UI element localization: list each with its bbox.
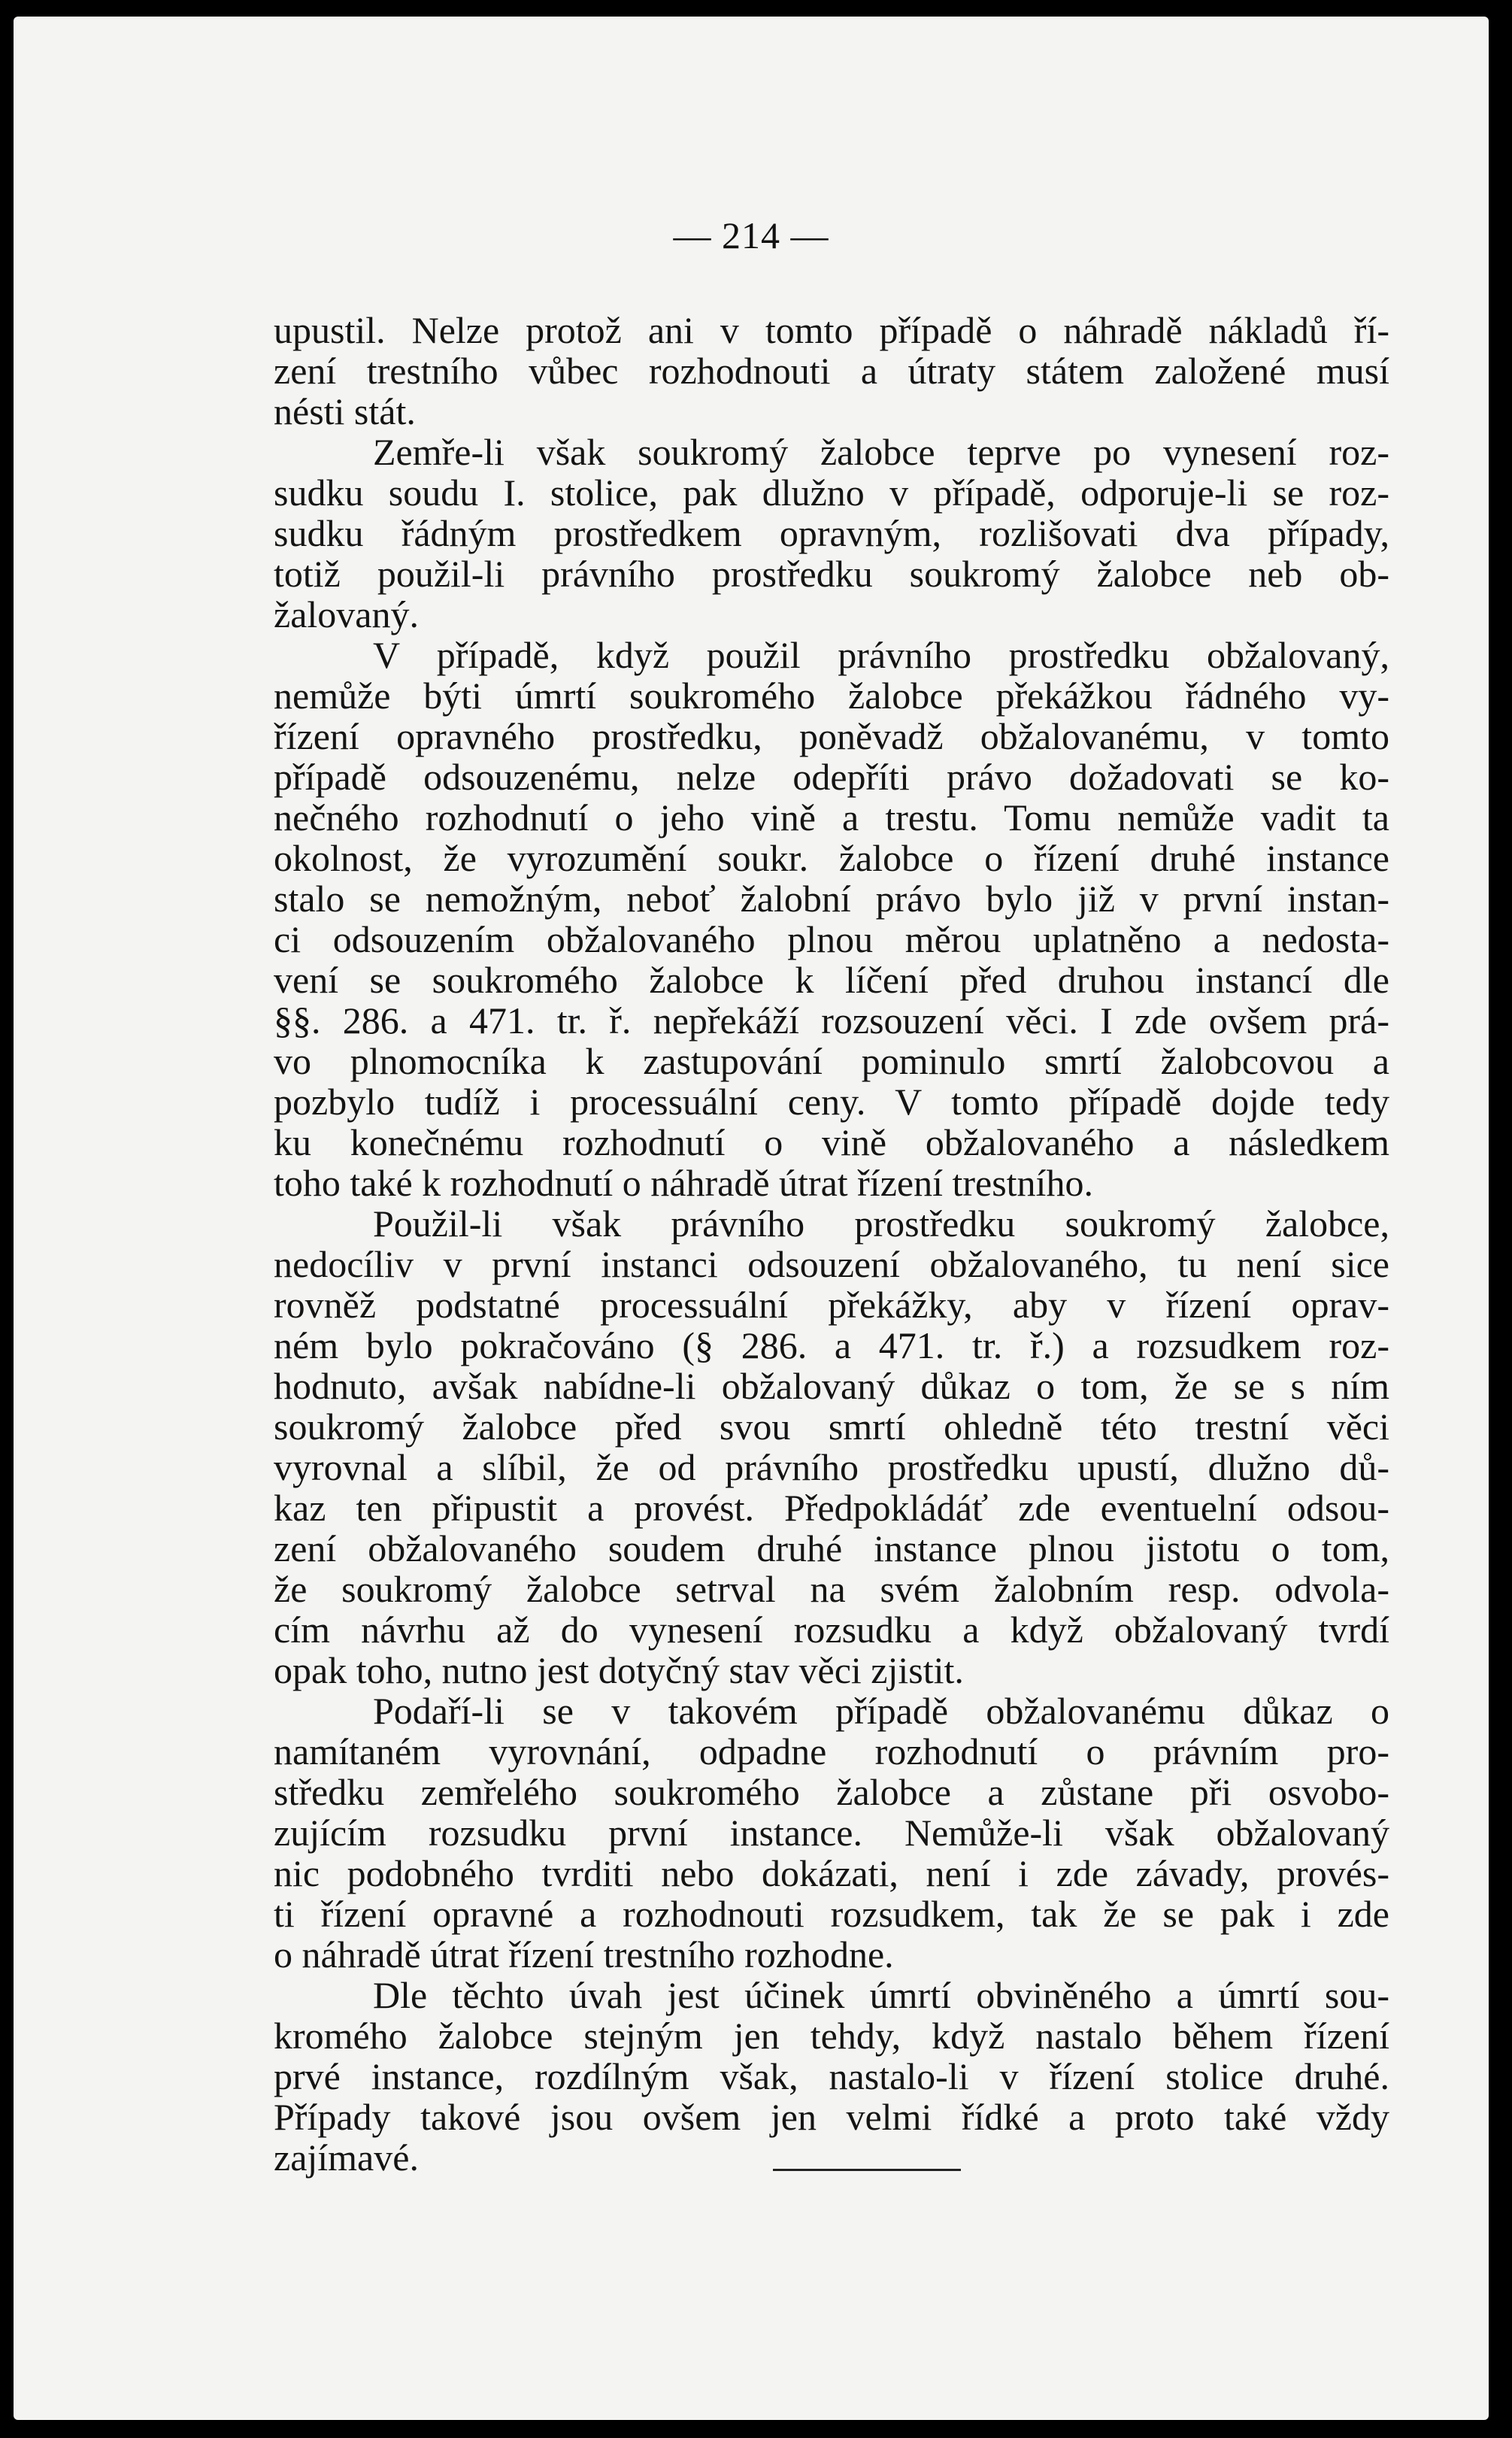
text-line: sudku řádným prostředkem opravným, rozlišovati dva případy,: [274, 512, 1389, 554]
closing-rule: [773, 2169, 961, 2171]
text-line: kaz ten připustit a provést. Předpokládáť zde eventuelní odsou-: [274, 1487, 1389, 1529]
text-line: nedocíliv v první instanci odsouzení obžalovaného, tu není sice: [274, 1243, 1389, 1285]
paragraph-6: [274, 1975, 1389, 2178]
text-line: nic podobného tvrditi nebo dokázati, není i zde závady, provés-: [274, 1852, 1389, 1894]
text-line: vo plnomocníka k zastupování pominulo smrtí žalobcovou a: [274, 1040, 1389, 1082]
paragraph-4: [274, 1203, 1389, 1691]
paragraph-1: [274, 310, 1389, 432]
text-line: Případy takové jsou ovšem jen velmi řídké a proto také vždy: [274, 2096, 1389, 2138]
text-line: zení trestního vůbec rozhodnouti a útraty státem založené musí: [274, 350, 1389, 392]
text-line: cím návrhu až do vynesení rozsudku a když obžalovaný tvrdí: [274, 1609, 1389, 1651]
text-line: ném bylo pokračováno (§ 286. a 471. tr. ř.) a rozsudkem roz-: [274, 1324, 1389, 1366]
text-line: opak toho, nutno jest dotyčný stav věci zjistit.: [274, 1649, 964, 1691]
text-line: Podaří-li se v takovém případě obžalovanému důkaz o: [373, 1690, 1389, 1732]
text-line: soukromý žalobce před svou smrtí ohledně této trestní věci: [274, 1405, 1389, 1448]
text-line: namítaném vyrovnání, odpadne rozhodnutí o právním pro-: [274, 1730, 1389, 1772]
text-line: zujícím rozsudku první instance. Nemůže-li však obžalovaný: [274, 1812, 1389, 1854]
paragraph-5: [274, 1691, 1389, 1975]
text-line: případě odsouzenému, nelze odepříti právo dožadovati se ko-: [274, 756, 1389, 798]
text-line: ti řízení opravné a rozhodnouti rozsudkem, tak že se pak i zde: [274, 1893, 1389, 1935]
text-line: zení obžalovaného soudem druhé instance plnou jistotu o tom,: [274, 1527, 1389, 1569]
text-line: nečného rozhodnutí o jeho vině a trestu. Tomu nemůže vadit ta: [274, 796, 1389, 838]
text-line: o náhradě útrat řízení trestního rozhodne.: [274, 1933, 894, 1976]
text-line: středku zemřelého soukromého žalobce a zůstane při osvobo-: [274, 1771, 1389, 1813]
text-line: §§. 286. a 471. tr. ř. nepřekáží rozsouzení věci. I zde ovšem prá-: [274, 999, 1389, 1042]
paragraph-3: [274, 635, 1389, 1203]
text-line: nemůže býti úmrtí soukromého žalobce překážkou řádného vy-: [274, 675, 1389, 717]
text-line: řízení opravného prostředku, poněvadž obžalovanému, v tomto: [274, 715, 1389, 757]
text-line: ku konečnému rozhodnutí o vině obžalovaného a následkem: [274, 1121, 1389, 1163]
text-line: žalovaný.: [274, 593, 419, 635]
paragraph-2: [274, 432, 1389, 635]
text-line: Zemře-li však soukromý žalobce teprve po vynesení roz-: [373, 431, 1389, 473]
page-number: — 214 —: [673, 214, 829, 256]
text-line: sudku soudu I. stolice, pak dlužno v případě, odporuje-li se roz-: [274, 472, 1389, 514]
text-line: vyrovnal a slíbil, že od právního prostředku upustí, dlužno dů-: [274, 1446, 1389, 1488]
body-text: [274, 310, 1389, 2178]
text-line: nésti stát.: [274, 390, 416, 432]
text-line: že soukromý žalobce setrval na svém žalobním resp. odvola-: [274, 1568, 1389, 1610]
text-line: vení se soukromého žalobce k líčení před druhou instancí dle: [274, 959, 1389, 1001]
text-line: okolnost, že vyrozumění soukr. žalobce o řízení druhé instance: [274, 837, 1389, 879]
text-line: stalo se nemožným, neboť žalobní právo bylo již v první instan-: [274, 878, 1389, 920]
text-line: zajímavé.: [274, 2136, 419, 2179]
text-line: ci odsouzením obžalovaného plnou měrou uplatněno a nedosta-: [274, 918, 1389, 960]
text-line: kromého žalobce stejným jen tehdy, když nastalo během řízení: [274, 2015, 1389, 2057]
text-line: pozbylo tudíž i processuální ceny. V tomto případě dojde tedy: [274, 1081, 1389, 1123]
text-line: V případě, když použil právního prostředku obžalovaný,: [373, 634, 1389, 676]
text-line: hodnuto, avšak nabídne-li obžalovaný důkaz o tom, že se s ním: [274, 1365, 1389, 1407]
text-line: upustil. Nelze protož ani v tomto případě o náhradě nákladů ří-: [274, 309, 1389, 351]
text-line: Dle těchto úvah jest účinek úmrtí obviněného a úmrtí sou-: [373, 1974, 1389, 2016]
text-line: totiž použil-li právního prostředku soukromý žalobce neb ob-: [274, 553, 1389, 595]
text-line: rovněž podstatné processuální překážky, aby v řízení oprav-: [274, 1284, 1389, 1326]
text-line: prvé instance, rozdílným však, nastalo-li v řízení stolice druhé.: [274, 2055, 1389, 2097]
text-line: toho také k rozhodnutí o náhradě útrat řízení trestního.: [274, 1162, 1093, 1204]
document-page: [14, 17, 1489, 2420]
text-line: Použil-li však právního prostředku soukromý žalobce,: [373, 1202, 1389, 1245]
